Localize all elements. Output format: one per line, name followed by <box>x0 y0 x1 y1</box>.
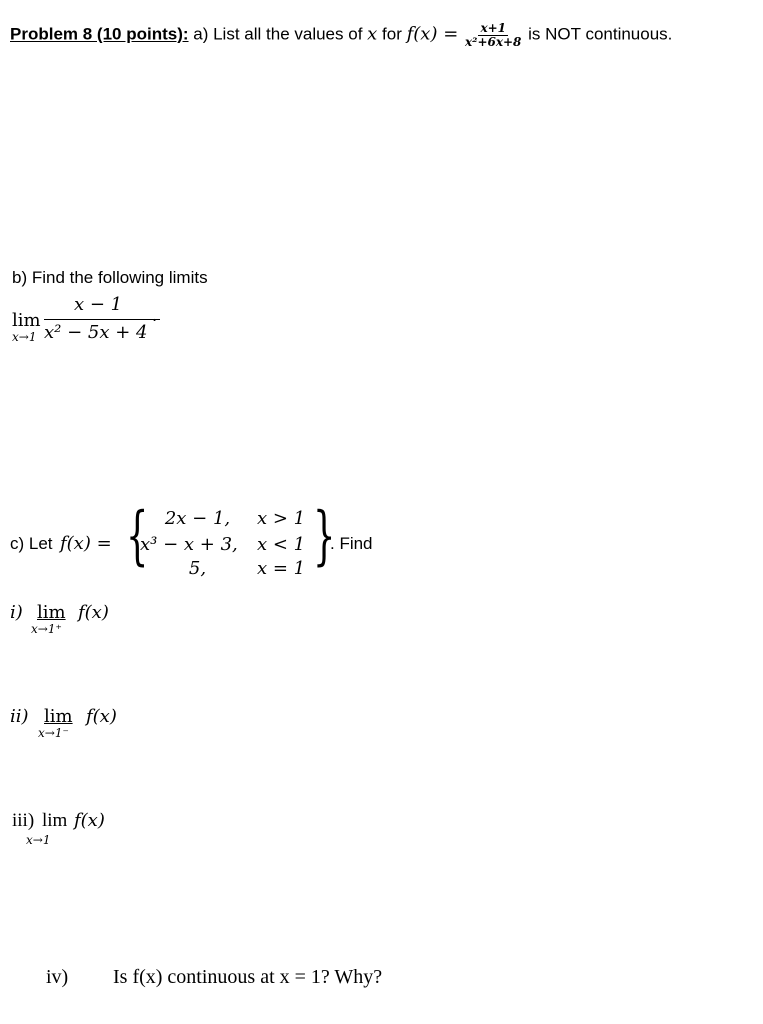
part-iii-sub: x→1 <box>26 833 51 847</box>
right-brace: } <box>313 499 336 573</box>
part-c-iii <box>12 810 172 850</box>
part-c-row3-cond: x = 1 <box>257 558 306 579</box>
part-i-sub: x→1⁺ <box>31 622 62 636</box>
part-c-row1-cond: x > 1 <box>257 508 306 529</box>
part-c-row1-expr: 2x − 1, <box>164 508 231 529</box>
part-b-fraction-bar <box>44 319 160 320</box>
part-a-denominator: x²+6x+8 <box>465 34 522 49</box>
part-ii-func: f(x) <box>86 706 117 727</box>
part-b-denominator: x² − 5x + 4 <box>44 322 148 343</box>
part-c <box>10 499 410 582</box>
part-iii-func: f(x) <box>74 810 105 831</box>
part-iii-label: iii) <box>12 810 35 831</box>
part-b-limit <box>12 294 172 344</box>
left-brace: { <box>126 499 149 573</box>
part-a-func: f(x) = <box>406 23 459 45</box>
part-a-text: a) List all the values of <box>193 24 363 44</box>
part-b-lim-sub: x→1 <box>12 330 37 344</box>
part-c-suffix: . Find <box>330 534 373 553</box>
part-a-for: for <box>382 24 402 44</box>
part-c-func: f(x) = <box>60 533 112 554</box>
part-b-lim: lim <box>12 310 41 331</box>
part-ii-sub: x→1⁻ <box>38 726 69 740</box>
problem-header: Problem 8 (10 points): <box>10 24 189 44</box>
part-b-period: . <box>152 306 158 325</box>
part-a-fraction <box>463 22 523 48</box>
part-a-numerator: x+1 <box>480 21 506 35</box>
part-i-label: i) <box>10 602 23 623</box>
part-c-row2-expr: x³ − x + 3, <box>140 534 238 555</box>
part-i-lim: lim <box>37 602 66 623</box>
part-b-numerator: x − 1 <box>74 294 123 315</box>
part-ii-label: ii) <box>10 706 29 727</box>
part-a-var: x <box>367 23 378 45</box>
part-c-prefix: c) Let <box>10 534 53 553</box>
part-iii-lim: lim <box>42 810 68 831</box>
part-iv-question: Is f(x) continuous at x = 1? Why? <box>113 966 383 988</box>
part-iv-label: iv) <box>46 966 69 988</box>
part-i-func: f(x) <box>78 602 109 623</box>
part-a-line <box>10 22 672 48</box>
part-b-text: b) Find the following limits <box>12 268 208 287</box>
part-a-after: is NOT continuous. <box>528 24 673 44</box>
part-c-row3-expr: 5, <box>188 558 207 579</box>
part-ii-lim: lim <box>44 706 73 727</box>
part-c-i <box>10 602 170 642</box>
part-c-row2-cond: x < 1 <box>257 534 306 555</box>
part-c-ii <box>10 706 170 746</box>
